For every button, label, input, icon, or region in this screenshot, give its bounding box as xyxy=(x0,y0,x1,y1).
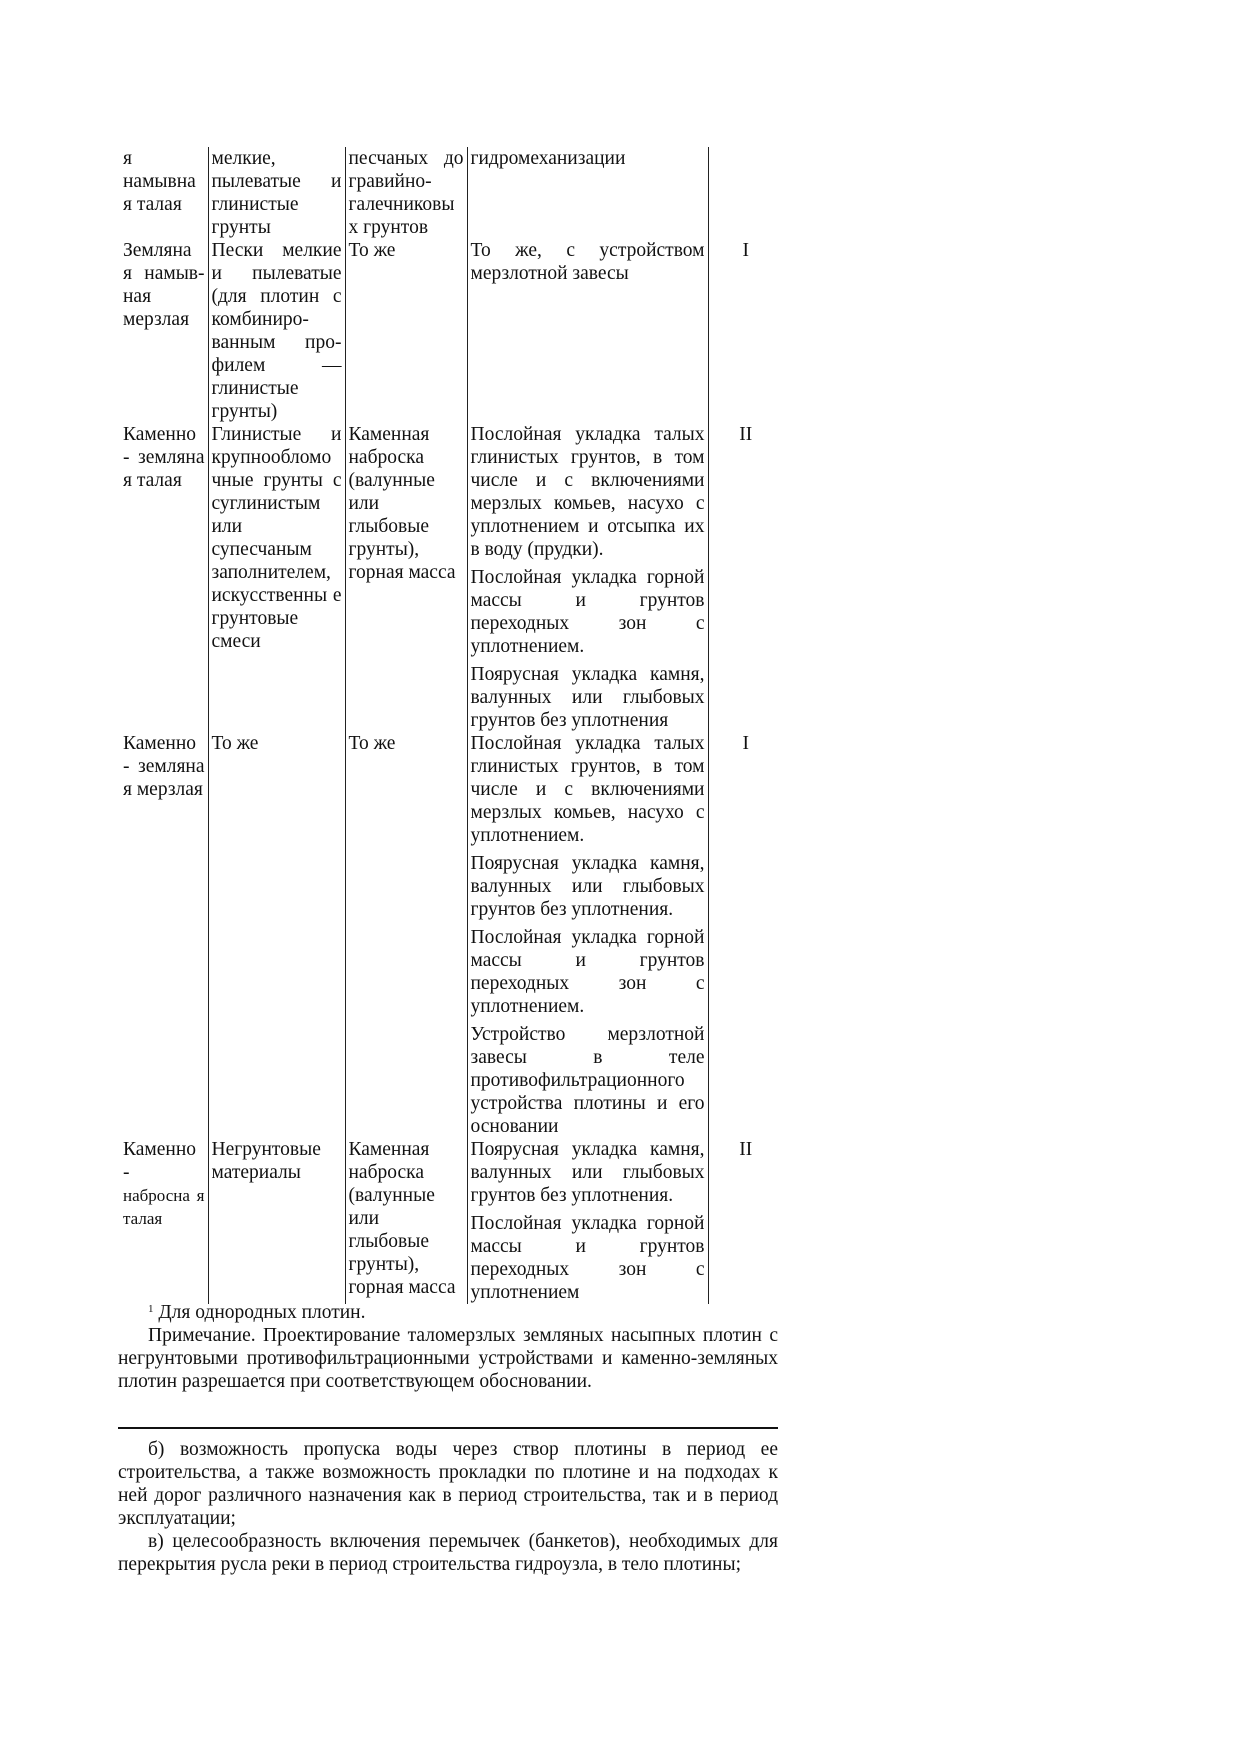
paragraph-v: в) целесообразность включения перемычек (банкетов), необходимых для перекрытия русла реки в период строительства гидроузла, в тело плотины; xyxy=(118,1531,778,1575)
cell-paragraph: Каменная наброска (валунные или глыбовые грунты), горная масса xyxy=(348,424,456,583)
cell-paragraph: Устройство мерзлотной завесы в теле противофильтрационного устройства плотины и его основании xyxy=(470,1024,705,1137)
cell-paragraph: гидромеханизации xyxy=(470,148,626,169)
cell-paragraph: набросна я талая xyxy=(123,1186,205,1228)
cell-prism xyxy=(345,423,467,732)
cell-paragraph: Поярусная укладка камня, валунных или глыбовых грунтов без уплотнения. xyxy=(470,853,705,920)
cell-soil xyxy=(208,239,345,423)
footnote-text: Для однородных плотин. xyxy=(153,1302,366,1323)
table-row xyxy=(120,732,783,1138)
cell-paragraph: я намывна я талая xyxy=(123,148,196,215)
cell-soil xyxy=(208,147,345,239)
table-body xyxy=(120,147,783,1304)
cell-type xyxy=(120,1138,208,1304)
cell-category xyxy=(708,147,783,239)
cell-category: I xyxy=(742,240,749,261)
cell-method xyxy=(467,732,708,1138)
cell-paragraph: Послойная укладка талых глинистых грунтов, в том числе и с включениями мерзлых комьев, насухо с уплотнением и отсыпка их в воду (прудки). xyxy=(470,424,705,560)
table-notes xyxy=(118,1298,778,1393)
cell-paragraph: Каменно - землянa я мерзлая xyxy=(123,733,205,800)
cell-category: II xyxy=(739,424,753,445)
cell-method xyxy=(467,423,708,732)
cell-paragraph: мелкие, пылеватые и глинистые грунты xyxy=(211,148,342,238)
cell-paragraph: То же xyxy=(348,240,396,261)
cell-paragraph: Глинистые и крупнообломо чные грунты с суглинистым или супесчаным заполнителем, искусственны е грунтовые смеси xyxy=(211,424,342,652)
table-row xyxy=(120,423,783,732)
body-text xyxy=(118,1438,778,1576)
cell-paragraph: Послойная укладка горной массы и грунтов переходных зон с уплотнением. xyxy=(470,567,705,657)
cell-type xyxy=(120,732,208,1138)
table-note: Примечание. Проектирование таломерзлых земляных насыпных плотин с негрунтовыми противофильтрационными устройствами и каменно-земляных плотин разрешается при соответствующем обосновании. xyxy=(118,1325,778,1392)
dam-types-table-grid xyxy=(120,147,783,1304)
cell-paragraph: Каменно - xyxy=(123,1139,197,1183)
cell-paragraph: Послойная укладка талых глинистых грунтов, в том числе и с включениями мерзлых комьев, насухо с уплотнением. xyxy=(470,733,705,846)
cell-soil xyxy=(208,423,345,732)
cell-paragraph: Поярусная укладка камня, валунных или глыбовых грунтов без уплотнения xyxy=(470,664,705,731)
cell-method xyxy=(467,147,708,239)
cell-method xyxy=(467,1138,708,1304)
paragraph-b: б) возможность пропуска воды через створ плотины в период ее строительства, а также возможность прокладки по плотине и на подходах к ней дорог различного назначения как в период строительства, так и в период эксплуатации; xyxy=(118,1439,778,1529)
cell-paragraph: То же xyxy=(348,733,396,754)
cell-prism xyxy=(345,147,467,239)
cell-prism xyxy=(345,732,467,1138)
cell-paragraph: Каменно - землянa я талая xyxy=(123,424,205,491)
footnote xyxy=(118,1298,778,1324)
cell-paragraph: Послойная укладка горной массы и грунтов переходных зон с уплотнением xyxy=(470,1213,705,1303)
cell-paragraph: Поярусная укладка камня, валунных или глыбовых грунтов без уплотнения. xyxy=(470,1139,705,1206)
cell-type xyxy=(120,423,208,732)
cell-category: I xyxy=(742,733,749,754)
cell-paragraph: Негрунтовые материалы xyxy=(211,1139,321,1183)
cell-soil xyxy=(208,1138,345,1304)
cell-category: II xyxy=(739,1139,753,1160)
cell-method xyxy=(467,239,708,423)
cell-paragraph: песчаных до гравийно-галечниковы х грунтов xyxy=(348,148,464,238)
section-divider xyxy=(118,1427,778,1429)
cell-paragraph: Послойная укладка горной массы и грунтов переходных зон с уплотнением. xyxy=(470,927,705,1017)
cell-soil xyxy=(208,732,345,1138)
cell-paragraph: То же xyxy=(211,733,259,754)
cell-paragraph: Каменная наброска (валунные или глыбовые грунты), горная масса xyxy=(348,1139,456,1298)
cell-paragraph: Пески мелкие и пылеватые (для плотин с комбиниро-ванным про-филем — глинистые грунты) xyxy=(211,240,342,422)
cell-paragraph: То же, с устройством мерзлотной завесы xyxy=(470,240,705,284)
footnote-mark: 1 xyxy=(148,1303,154,1315)
cell-prism xyxy=(345,239,467,423)
dam-types-table xyxy=(120,147,783,1304)
cell-type xyxy=(120,239,208,423)
cell-paragraph: Землянa я намыв-ная мерзлая xyxy=(123,240,205,330)
table-row xyxy=(120,1138,783,1304)
cell-type xyxy=(120,147,208,239)
table-row xyxy=(120,147,783,239)
table-row xyxy=(120,239,783,423)
cell-prism xyxy=(345,1138,467,1304)
